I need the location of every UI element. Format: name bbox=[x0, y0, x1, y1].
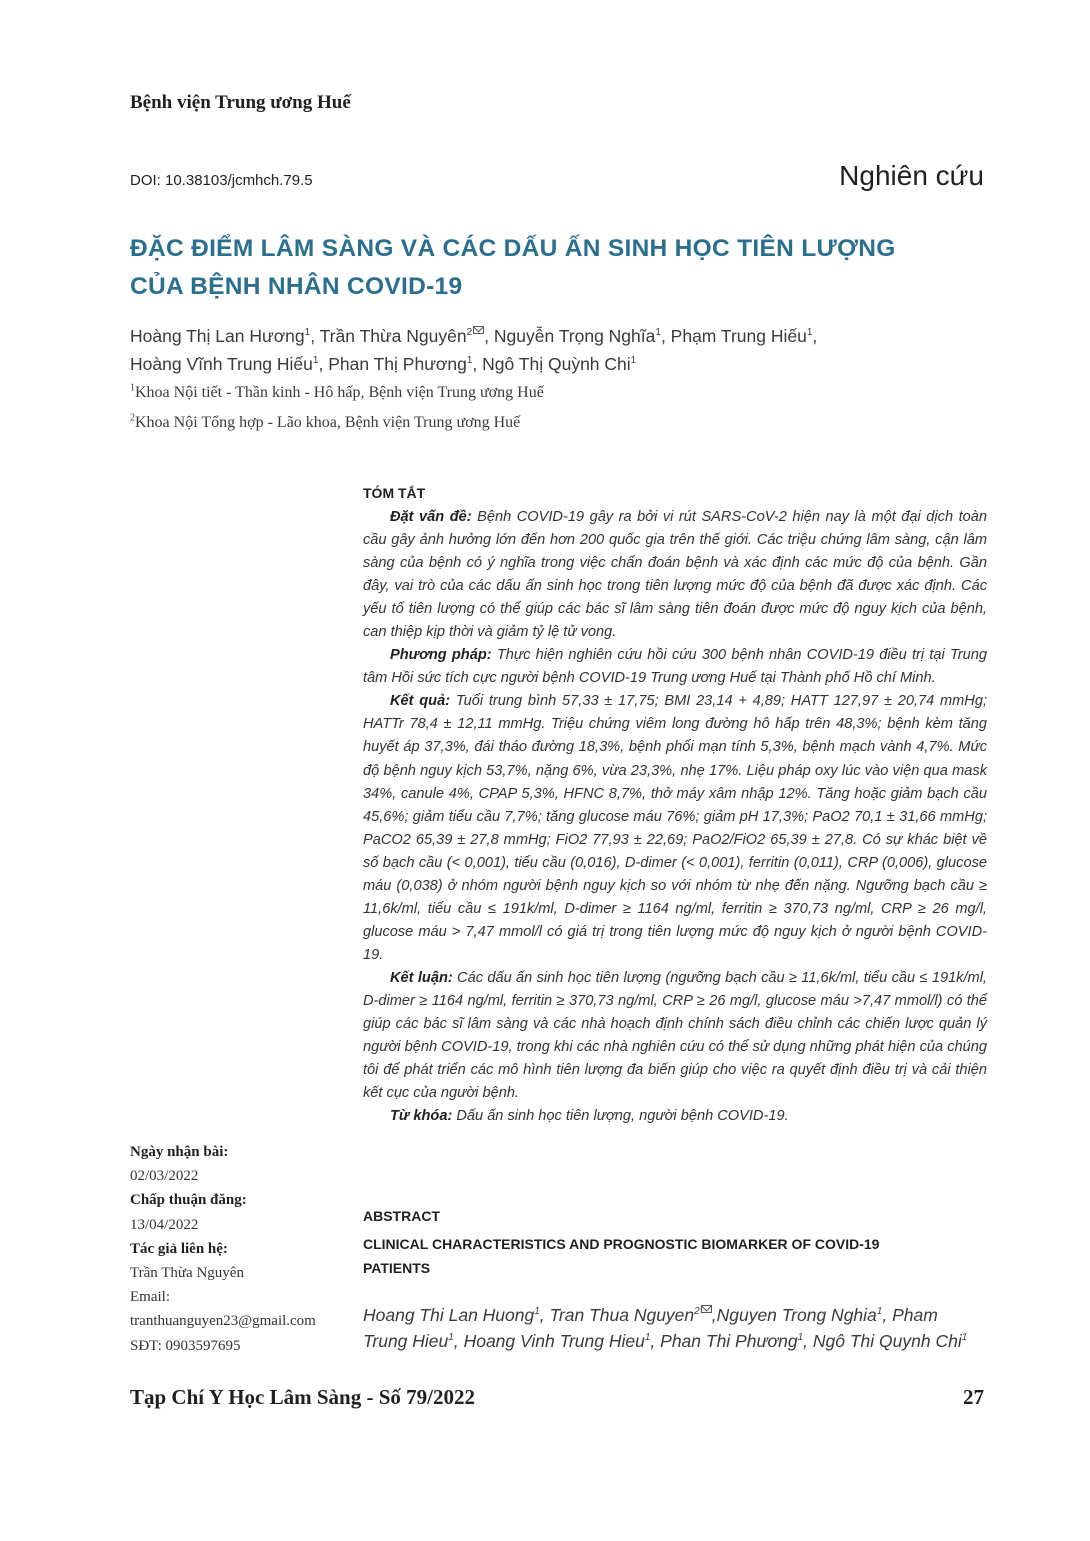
author-name: Phạm Trung Hiếu bbox=[670, 326, 807, 346]
received-label: Ngày nhận bài: bbox=[130, 1144, 229, 1160]
received-date: 02/03/2022 bbox=[130, 1168, 199, 1185]
author-affiliation-mark: 1 bbox=[466, 355, 473, 367]
author-name: Phan Thi Phương bbox=[660, 1331, 798, 1351]
author-affiliation-mark: 1 bbox=[655, 327, 661, 339]
author-affiliation-mark: 1 bbox=[304, 327, 311, 339]
corresponding-name: Trần Thừa Nguyên bbox=[130, 1265, 244, 1282]
email-link[interactable]: tranthuanguyen23@gmail.com bbox=[130, 1313, 316, 1330]
author-affiliation-mark: 1 bbox=[806, 327, 813, 339]
abstract-heading: ABSTRACT bbox=[363, 1208, 440, 1224]
corresponding-label: Tác giả liên hệ: bbox=[130, 1240, 228, 1257]
author-name: Phan Thị Phương bbox=[328, 354, 467, 374]
summary-paragraph: Từ khóa: Dấu ấn sinh học tiên lượng, người bệnh COVID-19. bbox=[390, 1108, 789, 1125]
email-label: Email: bbox=[130, 1289, 170, 1306]
author-affiliation-mark: 1 bbox=[312, 355, 319, 367]
author-list bbox=[130, 322, 986, 378]
author-name: Ngô Thi Quynh Chi bbox=[812, 1331, 962, 1351]
author-affiliation-mark: 2 bbox=[466, 327, 473, 339]
section-label: Nghiên cứu bbox=[839, 160, 984, 191]
article-title-line: ĐẶC ĐIỂM LÂM SÀNG VÀ CÁC DẤU ẤN SINH HỌC TIÊN LƯỢNG bbox=[130, 235, 896, 262]
english-title: CLINICAL CHARACTERISTICS AND PROGNOSTIC BIOMARKER OF COVID-19 PATIENTS bbox=[363, 1236, 880, 1276]
english-author-list bbox=[363, 1302, 987, 1354]
author-affiliation-mark: 1 bbox=[630, 355, 637, 367]
author-name: Hoàng Thị Lan Hương bbox=[130, 326, 305, 346]
mail-icon bbox=[701, 1305, 712, 1313]
summary-paragraph: Đặt vấn đề: Bệnh COVID-19 gây ra bởi vi rút SARS-CoV-2 hiện nay là một đại dịch toàn cầu gây ảnh hưởng lớn đến hơn 200 quốc gia trên thế giới. Các triệu chứng lâm sàng, cận lâm sàng của bệnh có ý nghĩa trong việc chẩn đoán bệnh và xác định các mức độ của bệnh. Gần đây, vai trò của các dấu ấn sinh học trong tiên lượng mức độ của bệnh đã được xác định. Các yếu tố tiên lượng có thể giúp các bác sĩ lâm sàng tiên đoán được mức độ nguy kịch của bệnh, can thiệp kịp thời và giảm tỷ lệ tử vong. bbox=[363, 509, 987, 641]
article-title-line: CỦA BỆNH NHÂN COVID-19 bbox=[130, 273, 463, 300]
author-line: Hoàng Thị Lan Hương$^1$, Trần Thừa Nguyên$^2$ , Nguyễn Trọng Nghĩa$^1$, Phạm Trung Hiếu$^1$, bbox=[130, 326, 818, 346]
accepted-label: Chấp thuận đăng: bbox=[130, 1192, 247, 1209]
author-line: Trung Hieu$^1$, Hoang Vinh Trung Hieu$^1$, Phan Thi Phương$^1$, Ngô Thi Quynh Chi$^1$ bbox=[363, 1331, 968, 1351]
author-name: Nguyễn Trọng Nghĩa bbox=[493, 326, 656, 346]
author-name: Hoang Vinh Trung Hieu bbox=[463, 1331, 645, 1351]
affiliation: $^2$Khoa Nội Tổng hợp - Lão khoa, Bệnh viện Trung ương Huế bbox=[130, 412, 521, 431]
article-title bbox=[130, 230, 986, 306]
author-name: Tran Thua Nguyen bbox=[549, 1305, 695, 1325]
article-info-sidebar bbox=[130, 1140, 360, 1358]
summary-paragraph: Kết quả: Tuổi trung bình 57,33 ± 17,75; BMI 23,14 + 4,89; HATT 127,97 ± 20,74 mmHg; HATTr 78,4 ± 12,11 mmHg. Triệu chứng viêm long đường hô hấp trên 48,3%; bệnh kèm tăng huyết áp 37,3%, đái tháo đường 18,3%, bệnh phổi mạn tính 5,3%, bệnh mạch vành 4,7%. Mức độ bệnh nguy kịch 53,7%, nặng 6%, vừa 23,3%, nhẹ 17%. Liệu pháp oxy lúc vào viện qua mask 34%, canule 4%, CPAP 5,3%, HFNC 8,7%, thở máy xâm nhập 12%. Tăng hoặc giảm bạch cầu 45,6%; giảm tiểu cầu 7,7%; tăng glucose máu 76%; giảm pH 17,3%; PaO2 70,1 ± 31,66 mmHg; PaCO2 65,39 ± 27,8 mmHg; FiO2 77,93 ± 22,69; PaO2/FiO2 65,39 ± 27,8. Có sự khác biệt về số bạch cầu (< 0,001), tiểu cầu (0,016), D-dimer (< 0,001), ferritin (0,011), CRP (0,006), glucose máu (0,038) ở nhóm người bệnh nguy kịch so với nhóm từ nhẹ đến nặng. Ngưỡng bạch cầu ≥ 11,6k/ml, tiểu cầu ≤ 191k/ml, D-dimer ≥ 1164 ng/ml, ferritin ≥ 370,73 ng/ml, CRP ≥ 26 mg/l, glucose máu > 7,47 mmol/l có giá trị trong tiên lượng mức độ nguy kịch ở người bệnh COVID-19. bbox=[363, 693, 987, 963]
mail-icon bbox=[473, 326, 484, 334]
journal-name: Tạp Chí Y Học Lâm Sàng - Số 79/2022 bbox=[130, 1385, 475, 1409]
affiliation: $^1$Khoa Nội tiết - Thần kinh - Hô hấp, Bệnh viện Trung ương Huế bbox=[130, 382, 544, 401]
summary-body bbox=[363, 506, 987, 1128]
page-number: 27 bbox=[963, 1385, 984, 1409]
author-name: Trần Thừa Nguyên bbox=[319, 326, 467, 346]
hospital-name: Bệnh viện Trung ương Huế bbox=[130, 92, 351, 113]
summary-paragraph: Phương pháp: Thực hiện nghiên cứu hồi cứu 300 bệnh nhân COVID-19 điều trị tại Trung tâm Hồi sức tích cực người bệnh COVID-19 Trung ương Huế tại Thành phố Hồ chí Minh. bbox=[363, 647, 988, 687]
author-line: Hoang Thi Lan Huong$^1$, Tran Thua Nguyen$^2$ ,Nguyen Trong Nghia$^1$, Pham bbox=[363, 1305, 938, 1325]
doi-link[interactable]: DOI: 10.38103/jcmhch.79.5 bbox=[130, 172, 313, 189]
author-name: Ngô Thị Quỳnh Chi bbox=[482, 354, 631, 374]
phone-number: SĐT: 0903597695 bbox=[130, 1337, 241, 1354]
summary-heading: TÓM TẮT bbox=[363, 485, 426, 501]
author-name: Hoàng Vĩnh Trung Hiếu bbox=[130, 354, 313, 374]
author-name: Trung Hieu bbox=[363, 1331, 449, 1351]
author-name: Hoang Thi Lan Huong bbox=[363, 1305, 535, 1325]
author-name: Nguyen Trong Nghia bbox=[716, 1305, 877, 1325]
accepted-date: 13/04/2022 bbox=[130, 1216, 199, 1233]
summary-paragraph: Kết luận: Các dấu ấn sinh học tiên lượng (ngưỡng bạch cầu ≥ 11,6k/ml, tiểu cầu ≤ 191k/ml, D-dimer ≥ 1164 ng/ml, ferritin ≥ 370,73 ng/ml, CRP ≥ 26 mg/l, glucose máu >7,47 mmol/l) có thể giúp các bác sĩ lâm sàng và các nhà hoạch định chính sách điều chỉnh các chiến lược quản lý người bệnh COVID-19, trong khi các nhà nghiên cứu có thể sử dụng những phát hiện của chúng tôi để phát triển các mô hình tiên lượng đa biến giúp cho việc ra quyết định điều trị và cải thiện kết cục của người bệnh. bbox=[363, 969, 987, 1102]
author-line: Hoàng Vĩnh Trung Hiếu$^1$, Phan Thị Phương$^1$, Ngô Thị Quỳnh Chi$^1$ bbox=[130, 354, 637, 374]
